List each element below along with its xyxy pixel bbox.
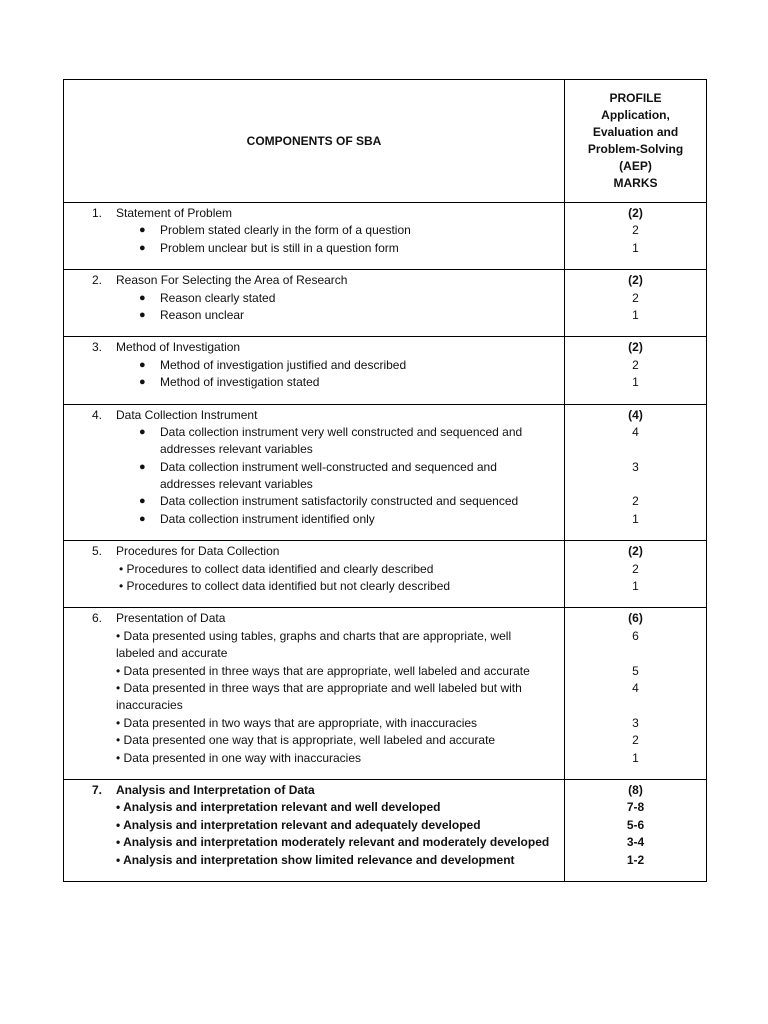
section-number: 2. xyxy=(92,273,103,288)
section-marks-cell xyxy=(565,779,707,881)
criterion-text: Reason unclear xyxy=(160,307,245,322)
section-marks-cell xyxy=(565,541,707,608)
section-components-cell xyxy=(64,404,565,541)
section-total-marks: (2) xyxy=(628,340,643,355)
section-total-marks: (6) xyxy=(628,611,643,626)
section-title-line xyxy=(64,272,564,289)
criterion-text: Data collection instrument very well constructed and sequenced and xyxy=(160,424,523,439)
profile-line: Application, xyxy=(601,108,670,122)
section-marks-cell xyxy=(565,270,707,337)
section-row xyxy=(64,404,707,541)
criterion-mark: 2 xyxy=(632,494,639,509)
mark-spacer xyxy=(565,441,706,458)
criterion-continuation: addresses relevant variables xyxy=(160,477,313,492)
section-title: Procedures for Data Collection xyxy=(116,544,280,559)
criterion-line: • Data presented in three ways that are appropriate, well labeled and accurate xyxy=(116,663,530,678)
criterion-mark: 1 xyxy=(632,307,639,322)
sba-rubric-table xyxy=(63,79,707,882)
criterion-mark: 5 xyxy=(632,663,639,678)
section-components-cell xyxy=(64,337,565,404)
bullet-icon: ● xyxy=(139,376,146,389)
section-row xyxy=(64,608,707,780)
section-total-marks: (8) xyxy=(628,782,643,797)
criterion-mark: 3 xyxy=(632,715,639,730)
section-title-line xyxy=(64,205,564,222)
profile-line: PROFILE xyxy=(609,91,662,105)
criterion-continuation: addresses relevant variables xyxy=(160,442,313,457)
section-total-marks: (2) xyxy=(628,206,643,220)
criterion-mark: 1 xyxy=(632,750,639,765)
criterion-line xyxy=(64,357,564,374)
criterion-line xyxy=(64,374,564,391)
section-title: Analysis and Interpretation of Data xyxy=(116,782,315,797)
criterion-mark: 6 xyxy=(632,628,639,643)
criterion-line: • Procedures to collect data identified but not clearly described xyxy=(119,579,451,594)
section-number: 3. xyxy=(92,340,103,355)
section-marks-cell xyxy=(565,404,707,541)
section-number: 5. xyxy=(92,544,103,559)
section-title-line xyxy=(64,339,564,356)
profile-line: Evaluation and xyxy=(592,125,679,139)
criterion-line: • Analysis and interpretation relevant and adequately developed xyxy=(116,817,481,832)
criterion-line: • Analysis and interpretation relevant and well developed xyxy=(116,800,441,815)
criterion-mark: 1 xyxy=(632,375,639,390)
section-row xyxy=(64,203,707,270)
criterion-text: Problem stated clearly in the form of a question xyxy=(160,223,411,238)
section-title-line xyxy=(64,407,564,424)
criterion-text: Data collection instrument well-constructed and sequenced and xyxy=(160,459,497,474)
profile-line: (AEP) xyxy=(619,159,652,173)
bullet-icon: ● xyxy=(139,291,146,304)
section-components-cell xyxy=(64,203,565,270)
bullet-icon: ● xyxy=(139,358,146,371)
criterion-continuation: inaccuracies xyxy=(116,698,183,713)
section-total-marks: (2) xyxy=(628,273,643,288)
criterion-line: • Analysis and interpretation moderately relevant and moderately developed xyxy=(116,835,550,850)
criterion-mark: 2 xyxy=(632,561,639,576)
profile-line: Problem-Solving xyxy=(587,142,684,156)
criterion-mark: 1 xyxy=(632,579,639,594)
criterion-line: • Data presented in two ways that are appropriate, with inaccuracies xyxy=(116,715,478,730)
section-title-line xyxy=(64,543,564,560)
section-marks-cell xyxy=(565,608,707,780)
section-components-cell xyxy=(64,779,565,881)
criterion-line: • Data presented using tables, graphs and charts that are appropriate, well xyxy=(116,628,512,643)
criterion-line xyxy=(64,424,564,441)
criterion-line xyxy=(64,240,564,257)
section-components-cell xyxy=(64,608,565,780)
bullet-icon: ● xyxy=(139,308,146,321)
bullet-icon: ● xyxy=(139,495,146,508)
criterion-line: • Data presented one way that is appropriate, well labeled and accurate xyxy=(116,733,496,748)
section-total-marks: (4) xyxy=(628,407,643,422)
mark-spacer xyxy=(565,645,706,662)
criterion-text: Method of investigation stated xyxy=(160,375,320,390)
components-header xyxy=(64,80,565,203)
mark-spacer xyxy=(565,476,706,493)
criterion-line: • Data presented in one way with inaccuracies xyxy=(116,750,361,765)
section-title: Statement of Problem xyxy=(116,206,233,220)
criterion-mark: 2 xyxy=(632,290,639,305)
criterion-line: • Procedures to collect data identified and clearly described xyxy=(119,561,434,576)
section-marks-cell xyxy=(565,203,707,270)
criterion-mark: 2 xyxy=(632,223,639,238)
section-row xyxy=(64,541,707,608)
criterion-mark: 3-4 xyxy=(626,835,645,850)
bullet-icon: ● xyxy=(139,512,146,525)
criterion-mark: 1-2 xyxy=(626,852,645,867)
section-components-cell xyxy=(64,541,565,608)
section-title: Presentation of Data xyxy=(116,611,226,626)
section-title: Reason For Selecting the Area of Research xyxy=(116,273,348,288)
criterion-mark: 5-6 xyxy=(626,817,645,832)
criterion-mark: 4 xyxy=(632,424,639,439)
components-title: COMPONENTS OF SBA xyxy=(246,134,382,148)
criterion-line: • Data presented in three ways that are appropriate and well labeled but with xyxy=(116,680,522,695)
profile-header xyxy=(565,80,707,203)
criterion-mark: 2 xyxy=(632,733,639,748)
criterion-mark: 4 xyxy=(632,680,639,695)
criterion-line xyxy=(64,307,564,324)
section-row xyxy=(64,270,707,337)
criterion-text: Data collection instrument identified only xyxy=(160,511,375,526)
criterion-text: Problem unclear but is still in a question form xyxy=(160,240,399,255)
criterion-text: Data collection instrument satisfactorily constructed and sequenced xyxy=(160,494,519,509)
criterion-mark: 7-8 xyxy=(626,800,645,815)
section-number: 4. xyxy=(92,407,103,422)
bullet-icon: ● xyxy=(139,241,146,254)
criterion-line xyxy=(64,290,564,307)
section-row xyxy=(64,337,707,404)
section-total-marks: (2) xyxy=(628,544,643,559)
criterion-mark: 1 xyxy=(632,240,639,255)
criterion-line xyxy=(64,511,564,528)
criterion-mark: 2 xyxy=(632,357,639,372)
mark-spacer xyxy=(565,697,706,714)
criterion-line xyxy=(64,222,564,239)
section-number: 1. xyxy=(92,206,103,220)
criterion-text: Reason clearly stated xyxy=(160,290,276,305)
section-number: 6. xyxy=(92,611,103,626)
section-row xyxy=(64,779,707,881)
criterion-mark: 1 xyxy=(632,511,639,526)
section-marks-cell xyxy=(565,337,707,404)
header-row xyxy=(64,80,707,203)
section-components-cell xyxy=(64,270,565,337)
section-title-line xyxy=(64,782,564,799)
profile-line: MARKS xyxy=(613,176,658,190)
criterion-line xyxy=(64,459,564,476)
section-title: Data Collection Instrument xyxy=(116,407,258,422)
criterion-line: • Analysis and interpretation show limited relevance and development xyxy=(116,852,515,867)
bullet-icon: ● xyxy=(139,224,146,237)
bullet-icon: ● xyxy=(139,460,146,473)
criterion-line xyxy=(64,493,564,510)
criterion-continuation: labeled and accurate xyxy=(116,646,228,661)
section-title: Method of Investigation xyxy=(116,340,241,355)
section-number: 7. xyxy=(92,782,103,797)
criterion-mark: 3 xyxy=(632,459,639,474)
criterion-text: Method of investigation justified and described xyxy=(160,357,407,372)
bullet-icon: ● xyxy=(139,425,146,438)
section-title-line xyxy=(64,610,564,627)
